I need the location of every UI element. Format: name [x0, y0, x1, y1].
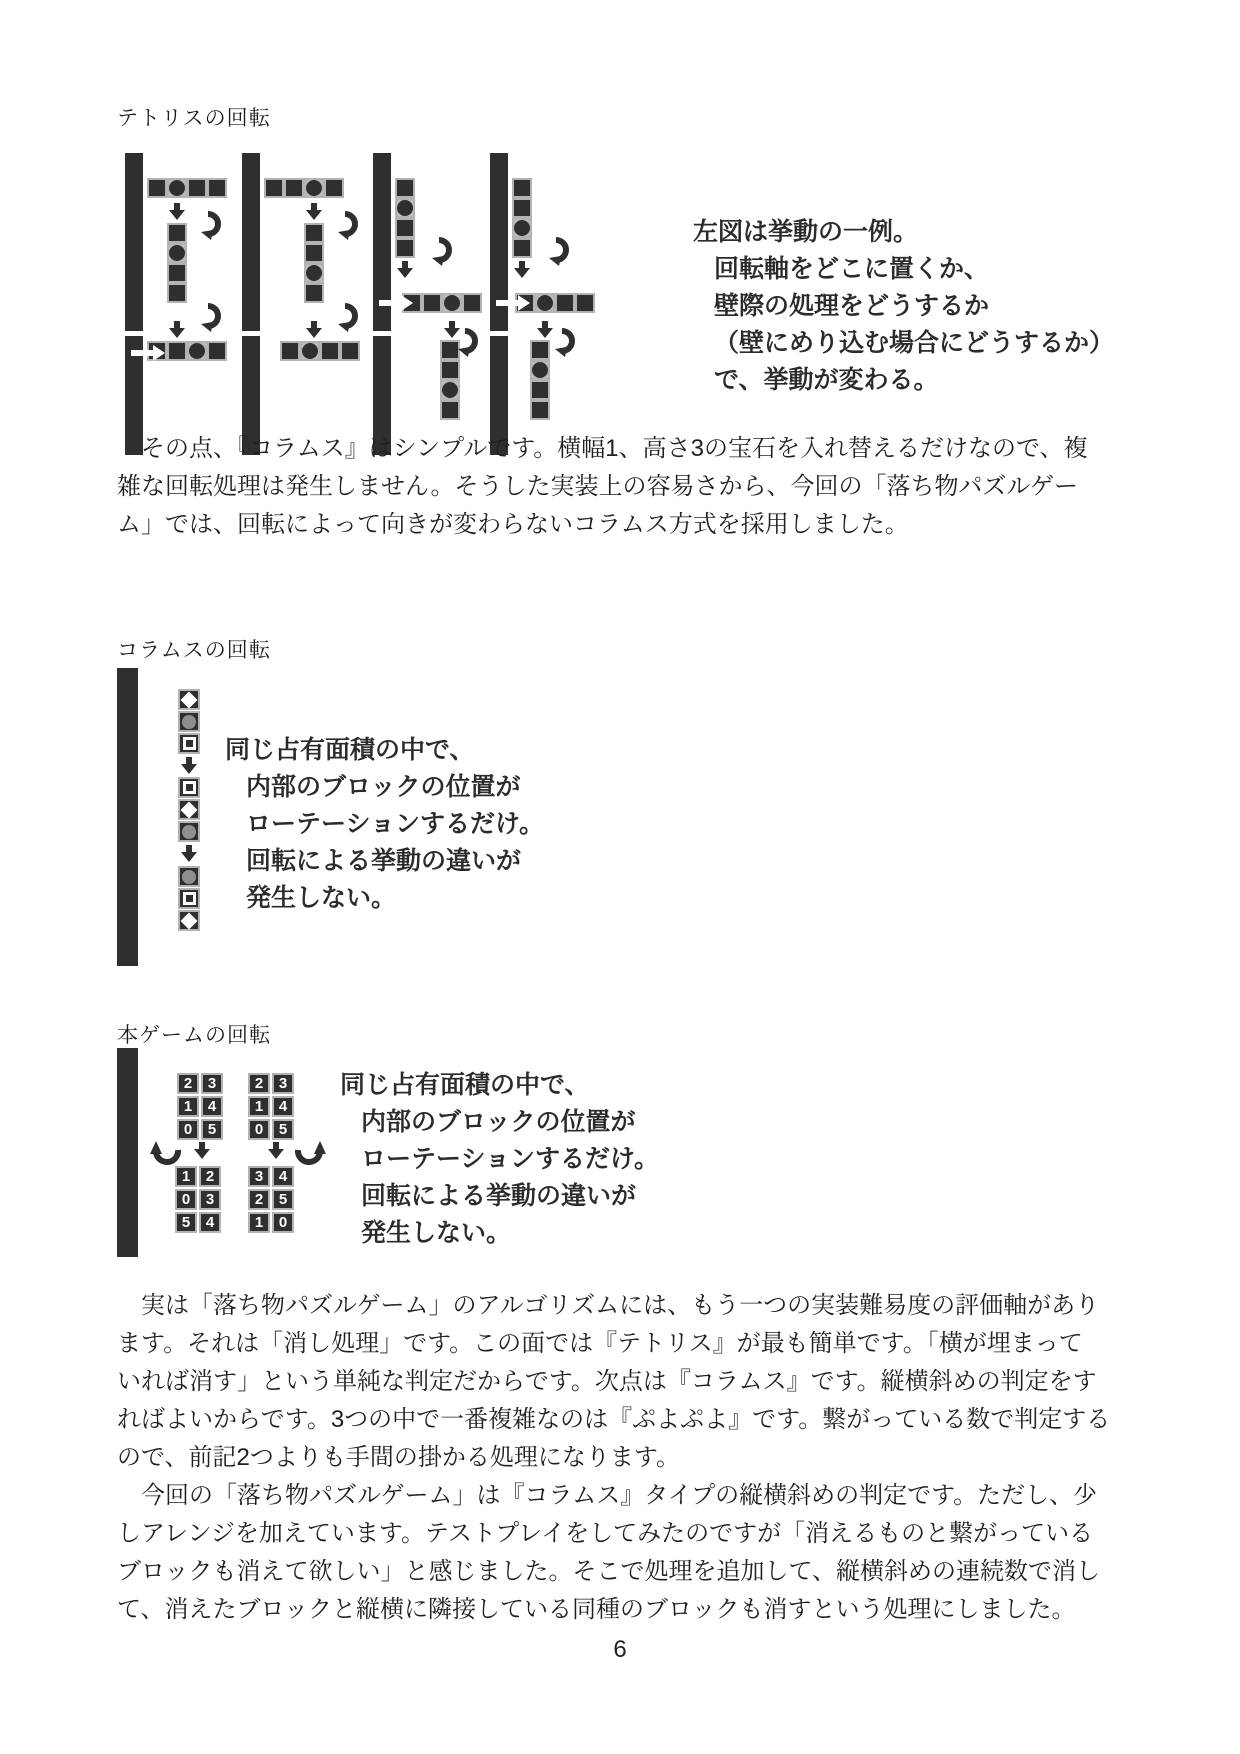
game-grid-cell: 5: [272, 1189, 294, 1210]
note-line: 回転による挙動の違いが: [361, 1182, 637, 1210]
game-grid-cell: 1: [248, 1212, 270, 1233]
paragraph-line: いれば消す」という単純な判定だからです。次点は『コラムス』です。縦横斜めの判定をす: [117, 1368, 1097, 1395]
game-grid-cell: 5: [201, 1119, 223, 1140]
paragraph-line: ム」では、回転によって向きが変わらないコラムス方式を採用しました。: [117, 511, 909, 538]
paragraph-line: ればよいからです。3つの中で一番複雑なのは『ぷよぷよ』です。繋がっている数で判定する: [117, 1406, 1111, 1433]
game-grid-cell: 4: [272, 1166, 294, 1187]
game-grid-cell: 1: [177, 1096, 199, 1117]
game-grid-cell: 5: [272, 1119, 294, 1140]
rotation-arrow-icon: [150, 1140, 184, 1170]
columns-figure-title: コラムスの回転: [117, 639, 271, 662]
paragraph-line: ので、前記2つよりも手間の掛かる処理になります。: [117, 1444, 680, 1471]
game-grid-cell: 2: [248, 1073, 270, 1094]
game-grid-cell: 2: [199, 1166, 221, 1187]
game-grid-cell: 3: [272, 1073, 294, 1094]
paragraph-line: て、消えたブロックと縦横に隣接している同種のブロックも消すという処理にしました。: [117, 1596, 1076, 1623]
note-line: 発生しない。: [246, 884, 397, 912]
paragraph-line: しアレンジを加えています。テストプレイをしてみたのですが「消えるものと繋がっている: [117, 1520, 1094, 1547]
tetris-figure-title: テトリスの回転: [117, 107, 271, 130]
game-grid-cell: 1: [248, 1096, 270, 1117]
paragraph-line: 実は「落ち物パズルゲーム」のアルゴリズムには、もう一つの実装難易度の評価軸があり: [117, 1292, 1100, 1319]
paragraph-block-2: [117, 1287, 1127, 1629]
rotation-arrow-icon: [292, 1140, 326, 1170]
paragraph-line: 雑な回転処理は発生しません。そうした実装上の容易さから、今回の「落ち物パズルゲー: [117, 473, 1078, 500]
game-note: [340, 1067, 659, 1252]
game-figure-title: 本ゲームの回転: [117, 1024, 271, 1047]
game-grid-cell: 4: [199, 1212, 221, 1233]
game-wall: [117, 1048, 138, 1257]
paragraph-line: ブロックも消えて欲しい」と感じました。そこで処理を追加して、縦横斜めの連続数で消し: [117, 1558, 1101, 1585]
note-line: （壁にめり込む場合にどうするか）: [714, 329, 1115, 357]
game-grid-cell: 0: [177, 1119, 199, 1140]
game-grid-cell: 0: [248, 1119, 270, 1140]
note-line: 同じ占有面積の中で、: [340, 1071, 590, 1099]
game-grid-cell: 0: [272, 1212, 294, 1233]
note-line: で、挙動が変わる。: [714, 366, 939, 394]
paragraph-line: 今回の「落ち物パズルゲーム」は『コラムス』タイプの縦横斜めの判定です。ただし、少: [117, 1482, 1098, 1509]
note-line: ローテーションするだけ。: [246, 810, 545, 838]
note-line: 発生しない。: [361, 1219, 512, 1247]
note-line: 内部のブロックの位置が: [246, 773, 521, 801]
down-arrow-icon: [192, 1142, 212, 1159]
game-grid-cell: 3: [248, 1166, 270, 1187]
game-grid-cell: 3: [201, 1073, 223, 1094]
game-grid-cell: 2: [248, 1189, 270, 1210]
game-grid-cell: 4: [272, 1096, 294, 1117]
note-line: 回転軸をどこに置くか、: [714, 255, 990, 283]
game-grid-cell: 0: [175, 1189, 197, 1210]
game-grid-cell: 5: [175, 1212, 197, 1233]
game-grid-cell: 4: [201, 1096, 223, 1117]
note-line: 左図は挙動の一例。: [693, 218, 919, 246]
paragraph-line: その点、『コラムス』はシンプルです。横幅1、高さ3の宝石を入れ替えるだけなので、複: [117, 435, 1088, 462]
note-line: ローテーションするだけ。: [361, 1145, 660, 1173]
down-arrow-icon: [266, 1142, 286, 1159]
note-line: 同じ占有面積の中で、: [225, 736, 475, 764]
game-grid-cell: 3: [199, 1189, 221, 1210]
game-grid-cell: 2: [177, 1073, 199, 1094]
paragraph-line: ます。それは「消し処理」です。この面では『テトリス』が最も簡単です。「横が埋まって: [117, 1330, 1083, 1357]
game-grid-cell: 1: [175, 1166, 197, 1187]
note-line: 内部のブロックの位置が: [361, 1108, 636, 1136]
note-line: 壁際の処理をどうするか: [714, 292, 990, 320]
note-line: 回転による挙動の違いが: [246, 847, 522, 875]
page-number: 6: [613, 1636, 627, 1663]
